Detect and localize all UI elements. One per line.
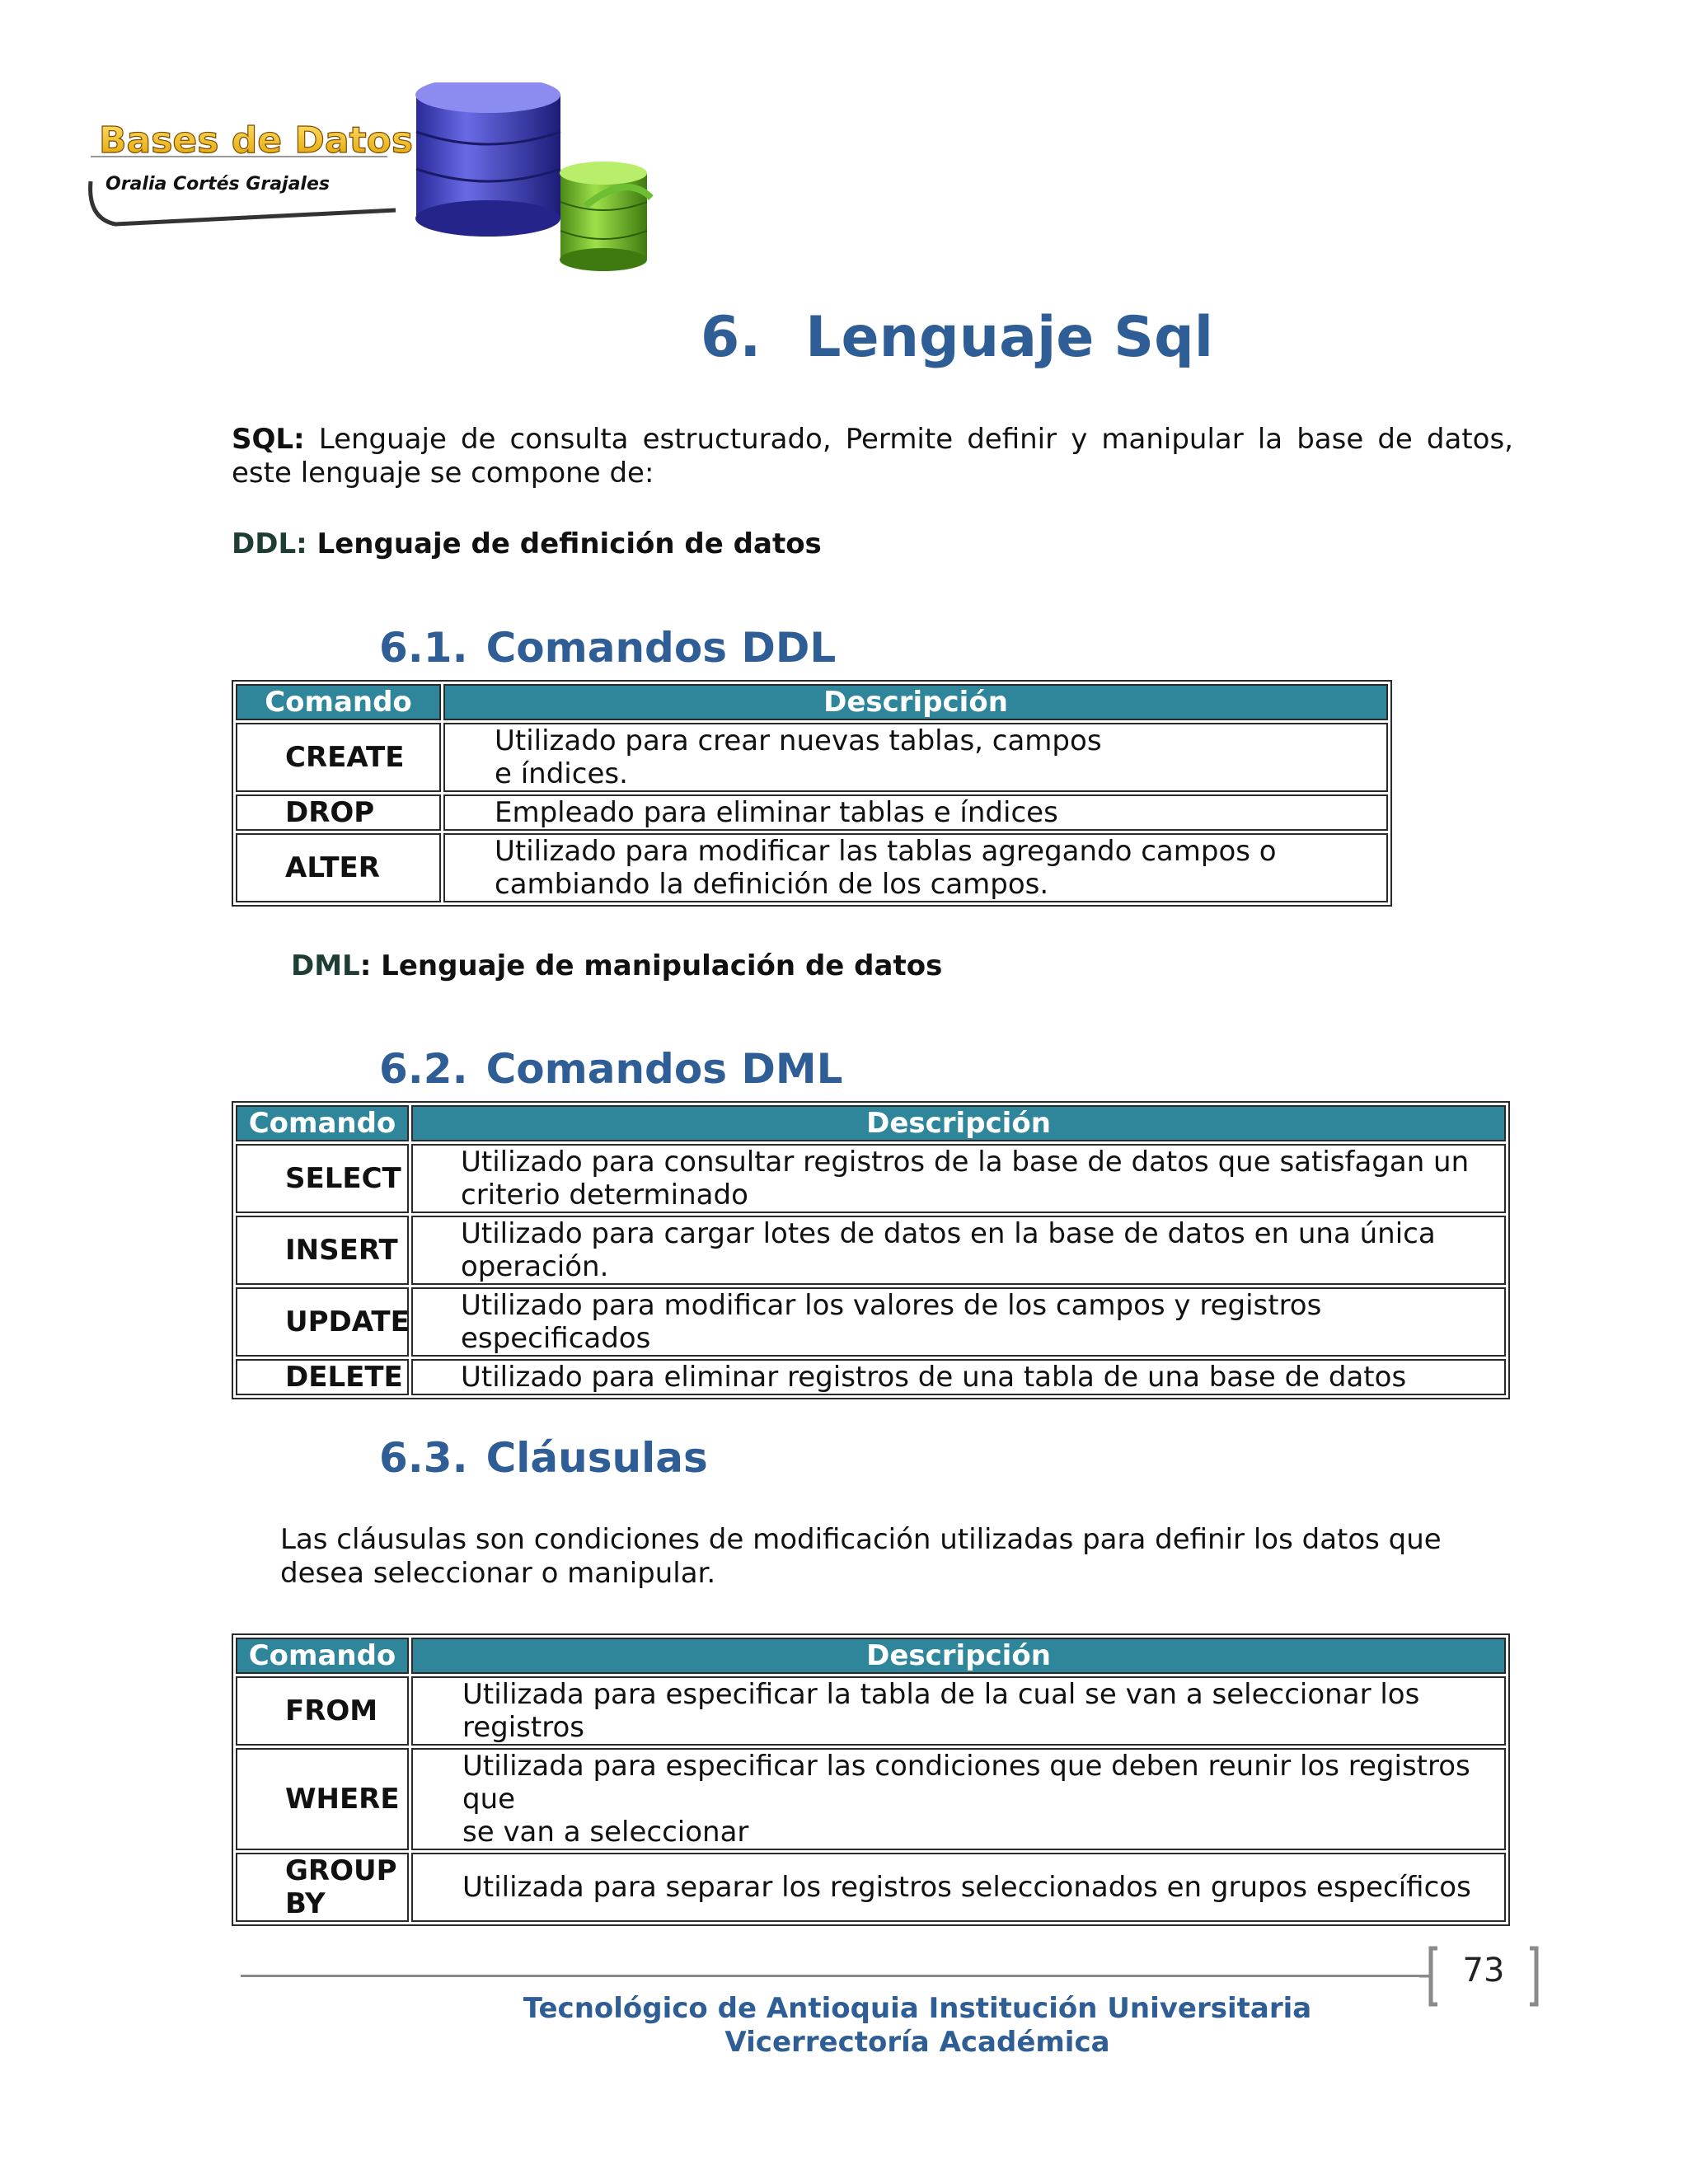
description-cell: Utilizado para cargar lotes de datos en la base de datos en una única operación. [411,1216,1506,1285]
footer-department: Vicerrectoría Académica [724,2026,1110,2059]
description-cell: Utilizado para consultar registros de la base de datos que satisfagan un criterio determinado [411,1144,1506,1213]
table-row [236,1676,1506,1746]
table-row [236,1144,1506,1213]
table-row [236,1287,1506,1357]
section-heading-ddl: 6.1. Comandos DDL [379,624,837,672]
table-row [236,833,1388,902]
intro-paragraph: SQL: Lenguaje de consulta estructurado, Permite definir y manipular la base de datos, este lenguaje se compone de: [232,423,1513,490]
footer-institution: Tecnológico de Antioquia Institución Universitaria [523,1992,1312,2025]
ddl-definition: DDL: Lenguaje de definición de datos [232,527,822,560]
book-logo [82,82,659,280]
clauses-table [232,1633,1510,1926]
table-row [236,1216,1506,1285]
section-heading-dml: 6.2. Comandos DML [379,1045,843,1093]
table-row [236,723,1388,792]
column-header: Comando [236,1638,409,1674]
command-cell: ALTER [236,833,441,902]
column-header: Descripción [411,1638,1506,1674]
table-row [236,1748,1506,1850]
column-header: Comando [236,684,441,720]
column-header: Comando [236,1105,409,1141]
command-cell: FROM [236,1676,409,1746]
description-cell: Utilizado para crear nuevas tablas, campos e índices. [443,723,1388,792]
command-cell: INSERT [236,1216,409,1285]
svg-text:Oralia Cortés Grajales: Oralia Cortés Grajales [106,174,330,194]
column-header: Descripción [443,684,1388,720]
command-cell: SELECT [236,1144,409,1213]
page-number: 73 [1462,1952,1505,1990]
description-cell: Utilizada para especificar la tabla de la cual se van a seleccionar los registros [411,1676,1506,1746]
description-cell: Utilizado para eliminar registros de una tabla de una base de datos [411,1359,1506,1395]
ddl-commands-table [232,680,1392,907]
database-small-icon [560,162,647,271]
command-cell: DELETE [236,1359,409,1395]
command-cell: UPDATE [236,1287,409,1357]
dml-definition: DML: Lenguaje de manipulación de datos [291,949,943,982]
section-heading-clauses: 6.3. Cláusulas [379,1434,708,1482]
table-row [236,1359,1506,1395]
command-cell: CREATE [236,723,441,792]
footer-rule [241,1975,1429,1977]
command-cell: WHERE [236,1748,409,1850]
description-cell: Empleado para eliminar tablas e índices [443,794,1388,831]
command-cell: DROP [236,794,441,831]
description-cell: Utilizado para modificar los valores de los campos y registros especificados [411,1287,1506,1357]
column-header: Descripción [411,1105,1506,1141]
table-row [236,794,1388,831]
clauses-paragraph: Las cláusulas son condiciones de modificación utilizadas para definir los datos que desea seleccionar o manipular. [280,1523,1442,1590]
chapter-title: 6. Lenguaje Sql [701,305,1214,370]
svg-text:Bases de Datos: Bases de Datos [99,120,414,162]
database-icon [415,82,560,237]
dml-commands-table [232,1101,1510,1399]
description-cell: Utilizada para separar los registros seleccionados en grupos específicos [411,1853,1506,1922]
table-row [236,1853,1506,1922]
description-cell: Utilizado para modificar las tablas agregando campos o cambiando la definición de los campos. [443,833,1388,902]
command-cell: GROUP BY [236,1853,409,1922]
description-cell: Utilizada para especificar las condiciones que deben reunir los registros que se van a seleccionar [411,1748,1506,1850]
